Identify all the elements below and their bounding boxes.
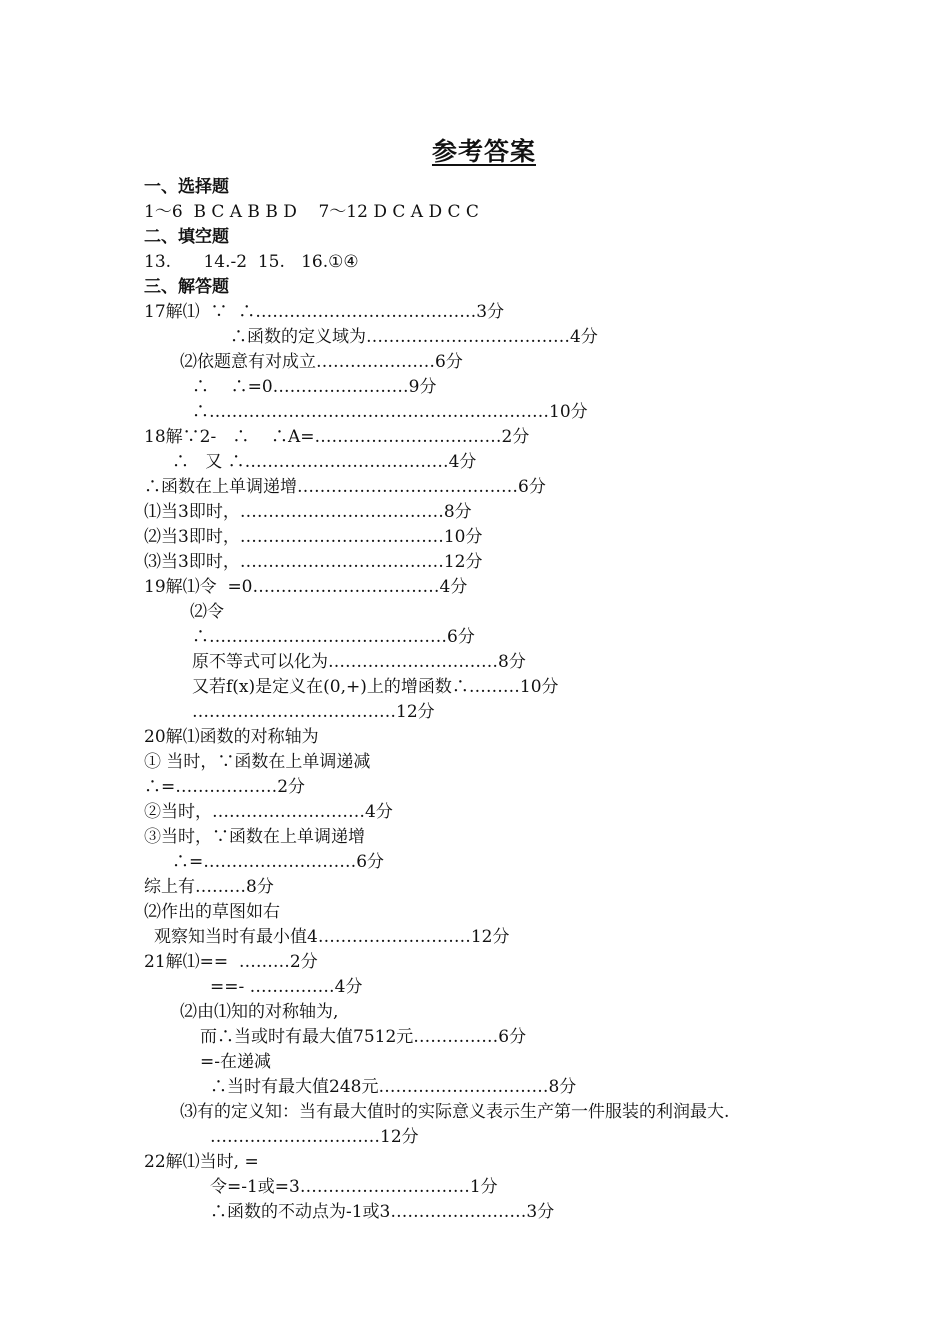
answer-line: ∴函数的不动点为-1或3……………………3分 xyxy=(210,1202,555,1222)
answer-line: ⑵当3即时，………………………………10分 xyxy=(144,527,483,547)
answer-line: 而∴当或时有最大值7512元……………6分 xyxy=(200,1027,527,1047)
choice-answers: 1～6 B C A B B D 7～12 D C A D C C xyxy=(144,202,479,222)
answer-line: =-在递减 xyxy=(200,1052,271,1072)
answer-line: ∴=………………………6分 xyxy=(172,852,385,872)
answer-line: 17解⑴ ∵ ∴…………………………………3分 xyxy=(144,302,505,322)
answer-line: ∴……………………………………………………10分 xyxy=(192,402,588,422)
answer-line: 20解⑴函数的对称轴为 xyxy=(144,727,319,747)
answer-line: 19解⑴令 =0……………………………4分 xyxy=(144,577,468,597)
section-heading-solve: 三、解答题 xyxy=(144,277,229,297)
answer-line: ③当时，∵函数在上单调递增 xyxy=(144,827,365,847)
answer-line: ⑵作出的草图如右 xyxy=(144,902,280,922)
section-heading-choice: 一、选择题 xyxy=(144,177,229,197)
answer-line: …………………………12分 xyxy=(210,1127,419,1147)
answer-line: ⑵由⑴知的对称轴为, xyxy=(180,1002,339,1022)
answer-line: 22解⑴当时, = xyxy=(144,1152,259,1172)
answer-line: ⑴当3即时，………………………………8分 xyxy=(144,502,472,522)
answer-line: 令=-1或=3…………………………1分 xyxy=(210,1177,498,1197)
answer-line: ⑶有的定义知：当有最大值时的实际意义表示生产第一件服装的利润最大. xyxy=(180,1102,730,1122)
answer-line: 21解⑴== ………2分 xyxy=(144,952,318,972)
answer-line: ∴ ∴=0……………………9分 xyxy=(192,377,437,397)
answer-line: ………………………………12分 xyxy=(192,702,435,722)
answer-line: ① 当时，∵函数在上单调递减 xyxy=(144,752,371,772)
fill-answers: 13. 14.-2 15. 16.①④ xyxy=(144,252,359,272)
answer-line: ⑵依题意有对成立…………………6分 xyxy=(180,352,463,372)
answer-line: ∴函数在上单调递增…………………………………6分 xyxy=(144,477,546,497)
answer-line: ==- ……………4分 xyxy=(210,977,363,997)
answer-line: ∴当时有最大值248元…………………………8分 xyxy=(210,1077,577,1097)
answer-line: 原不等式可以化为…………………………8分 xyxy=(192,652,526,672)
answer-line: 又若f(x)是定义在(0,+)上的增函数∴………10分 xyxy=(192,677,559,697)
answer-line: ∴……………………………………6分 xyxy=(192,627,475,647)
answer-line: ⑵令 xyxy=(190,602,224,622)
answer-line: 观察知当时有最小值4………………………12分 xyxy=(154,927,510,947)
section-heading-fill: 二、填空题 xyxy=(144,227,229,247)
answer-line: 综上有………8分 xyxy=(144,877,274,897)
answer-line: ②当时，………………………4分 xyxy=(144,802,393,822)
page-title: 参考答案 xyxy=(431,137,536,166)
answer-line: ∴函数的定义域为………………………………4分 xyxy=(230,327,598,347)
answer-line: 18解∵2- ∴ ∴A=……………………………2分 xyxy=(144,427,530,447)
answer-line: ⑶当3即时，………………………………12分 xyxy=(144,552,483,572)
answer-line: ∴ 又 ∴………………………………4分 xyxy=(172,452,477,472)
answer-line: ∴=………………2分 xyxy=(144,777,306,797)
